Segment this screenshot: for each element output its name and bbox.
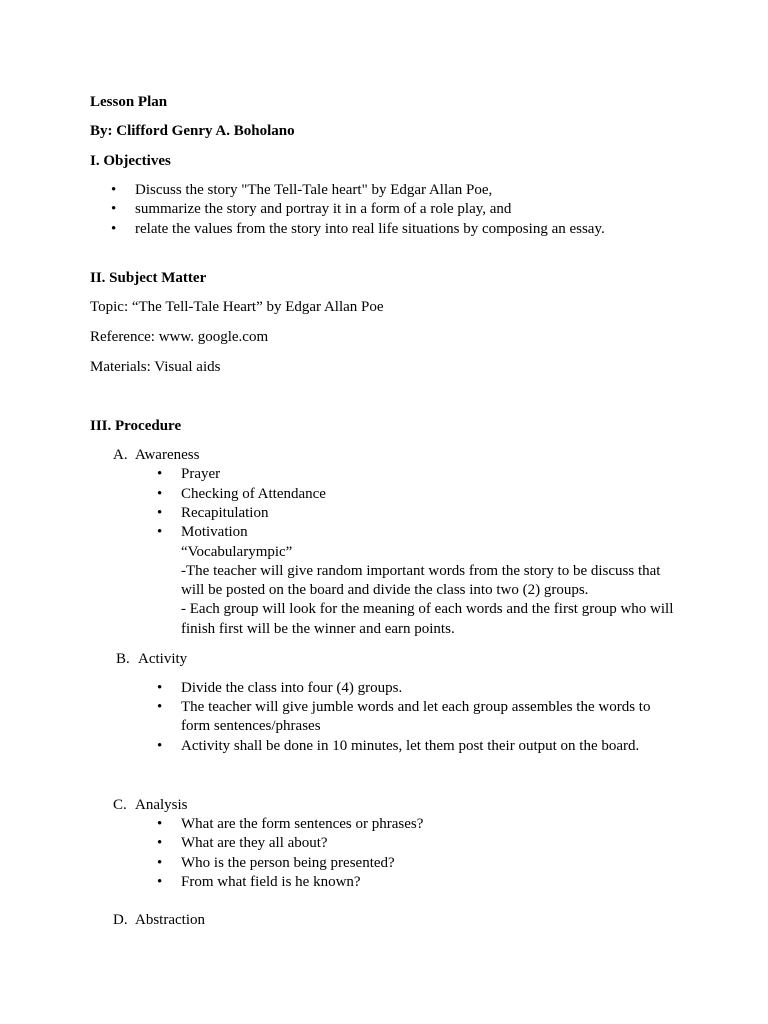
bullet-icon: • <box>111 182 117 198</box>
activity-item: The teacher will give jumble words and let each group assembles the words to <box>181 699 651 715</box>
abstraction-label: Abstraction <box>135 912 205 928</box>
document-title: Lesson Plan <box>90 94 168 110</box>
objective-item: relate the values from the story into real life situations by composing an essay. <box>135 221 605 237</box>
bullet-icon: • <box>157 816 163 832</box>
list-marker: D. <box>113 912 128 928</box>
subject-matter-heading: II. Subject Matter <box>90 270 207 286</box>
awareness-item: Checking of Attendance <box>181 486 326 502</box>
list-marker: C. <box>113 797 127 813</box>
awareness-label: Awareness <box>135 447 200 463</box>
analysis-label: Analysis <box>135 797 188 813</box>
list-marker: A. <box>113 447 128 463</box>
bullet-icon: • <box>157 855 163 871</box>
objective-item: Discuss the story "The Tell-Tale heart" by Edgar Allan Poe, <box>135 182 493 198</box>
bullet-icon: • <box>157 680 163 696</box>
bullet-icon: • <box>157 505 163 521</box>
motivation-line: finish first will be the winner and earn points. <box>181 621 455 637</box>
objectives-heading: I. Objectives <box>90 153 171 169</box>
activity-label: Activity <box>138 651 188 667</box>
analysis-item: From what field is he known? <box>181 874 361 890</box>
analysis-item: What are the form sentences or phrases? <box>181 816 424 832</box>
bullet-icon: • <box>157 874 163 890</box>
activity-item: Activity shall be done in 10 minutes, let them post their output on the board. <box>181 738 640 754</box>
bullet-icon: • <box>111 201 117 217</box>
motivation-title: “Vocabularympic” <box>181 544 293 560</box>
reference-line: Reference: www. google.com <box>90 329 269 345</box>
bullet-icon: • <box>111 221 117 237</box>
awareness-item: Recapitulation <box>181 505 269 521</box>
bullet-icon: • <box>157 524 163 540</box>
list-marker: B. <box>116 651 130 667</box>
activity-item-continuation: form sentences/phrases <box>181 718 321 734</box>
bullet-icon: • <box>157 699 163 715</box>
bullet-icon: • <box>157 466 163 482</box>
author-line: By: Clifford Genry A. Boholano <box>90 123 295 139</box>
awareness-item: Prayer <box>181 466 221 482</box>
objective-item: summarize the story and portray it in a form of a role play, and <box>135 201 512 217</box>
bullet-icon: • <box>157 486 163 502</box>
bullet-icon: • <box>157 738 163 754</box>
analysis-item: What are they all about? <box>181 835 328 851</box>
motivation-line: -The teacher will give random important words from the story to be discuss that <box>181 563 661 579</box>
materials-line: Materials: Visual aids <box>90 359 221 375</box>
procedure-heading: III. Procedure <box>90 418 182 434</box>
awareness-item: Motivation <box>181 524 248 540</box>
activity-item: Divide the class into four (4) groups. <box>181 680 403 696</box>
topic-line: Topic: “The Tell-Tale Heart” by Edgar Allan Poe <box>90 299 384 315</box>
bullet-icon: • <box>157 835 163 851</box>
motivation-line: will be posted on the board and divide the class into two (2) groups. <box>181 582 589 598</box>
analysis-item: Who is the person being presented? <box>181 855 395 871</box>
motivation-line: - Each group will look for the meaning of each words and the first group who will <box>181 601 674 617</box>
